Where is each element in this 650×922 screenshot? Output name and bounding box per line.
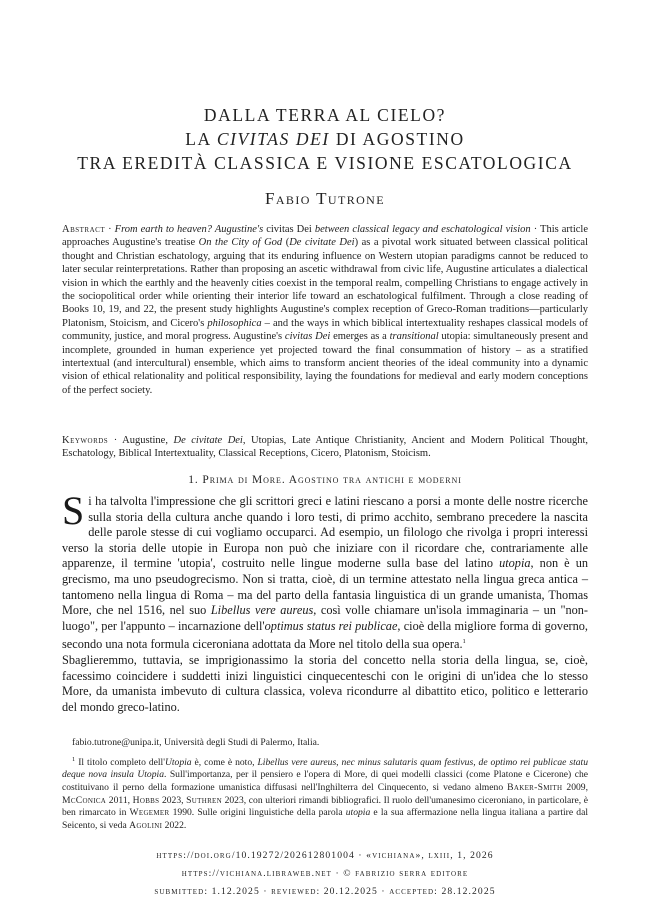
body-text-run: , così volle chiamare un'isola immaginaria – un "non-luogo", per l'appunto – incarnazione dell' (62, 603, 589, 633)
footnote-text: 2009, (562, 781, 588, 793)
keywords-italic: De civitate Dei (173, 435, 243, 446)
footnote-text: è, come è noto, (191, 756, 258, 768)
footnote-author: Wegemer (129, 807, 170, 819)
footnote-author: McConica (62, 794, 107, 806)
abstract-italic: De civitate Dei (289, 237, 355, 249)
author-name: Fabio Tutrone (265, 189, 385, 208)
footnote-ref-1[interactable]: 1 (462, 638, 466, 646)
footnote-text: 2023, (159, 794, 187, 806)
keywords-text: Augustine, (122, 435, 174, 446)
footnote-text: 2011, (106, 794, 133, 806)
keywords (62, 434, 588, 461)
abstract-text: – and the ways in which biblical intertextuality reshapes classical models of community, justice, and moral progress. Augustine's (62, 317, 589, 343)
body-italic: utopia (499, 556, 531, 571)
article-title (60, 103, 590, 209)
abstract-italic: philosophica (207, 317, 262, 329)
keywords-sep: · (108, 435, 123, 446)
title-line-2-prefix: LA (185, 129, 217, 149)
abstract-italic: transitional (389, 331, 439, 343)
abstract-label: Abstract (62, 224, 106, 235)
title-line-2-italic: CIVITAS DEI (216, 129, 330, 149)
abstract-text: ) as a pivotal work situated between classical political thought and Christian eschatology, arguing that its enduring influence on Western utopian paradigms cannot be reduced to later secular reinterpretations. Rather than proposing an ascetic withdrawal from civic life, Augustine articulates a dialectical vision in which the earthly and the heavenly cities coexist in the temporal realm, compelling Christians to engage actively in the sociopolitical order while orienting their interior life toward an eschatological fulfilment. Through a close reading of Books 10, 19, and 22, the present study highlights Augustine's complex reception of Greco-Roman traditions—particularly Platonism, Stoicism, and Cicero's (62, 237, 588, 329)
keywords-text: , Utopias, Late Antique Christianity, Ancient and Modern Political Thought, Eschatology, Biblical Intertextuality, Classical Receptions, Cicero, Platonism, Stoicism. (62, 435, 588, 460)
abstract-text: ( (282, 237, 290, 249)
footnote-author: Agolini (129, 819, 163, 831)
body-italic: optimus status rei publicae (264, 618, 398, 633)
abstract-italic: On the City of God (198, 237, 283, 249)
title-line-2-suffix: DI AGOSTINO (329, 129, 465, 149)
abstract (62, 223, 588, 397)
abstract-text: · This article approaches Augustine's treatise (62, 224, 588, 249)
body-text (62, 488, 589, 715)
footer-doi[interactable]: https://doi.org/10.19272/202612801004 · «vichiana», lxiii, 1, 2026 (156, 850, 494, 861)
page-footer (62, 847, 588, 901)
footnotes (62, 737, 588, 836)
body-paragraph-2: Sbaglieremmo, tuttavia, se imprigionassimo la storia del concetto nella storia della lingua, se, cioè, facessimo coincidere i suddetti inizi linguistici cinquecenteschi con le origini di un'idea che lo stesso More, da umanista imbevuto di cultura classica, voleva ricondurre al dibattito etico, politico e letterario del mondo greco-latino. (62, 653, 588, 714)
footnote-italic: Libellus vere aureus, nec minus salutaris quam festivus, de optimo rei publicae statu deque nova insula Utopia (62, 756, 589, 781)
body-text-run: , cioè della migliore forma di governo, secondo una nota formula ciceroniana adottata da More nel titolo della sua opera. (62, 618, 588, 652)
keywords-label: Keywords (62, 435, 109, 446)
abstract-italic: civitas Dei (284, 331, 331, 343)
abstract-title-part: From earth to heaven? Augustine's (114, 224, 267, 235)
footer-dates: submitted: 1.12.2025 · reviewed: 20.12.2025 · accepted: 28.12.2025 (154, 886, 496, 897)
drop-cap: S (62, 488, 85, 533)
abstract-title-roman: civitas Dei (266, 224, 312, 235)
footnote-text: 1990. Sulle origini linguistiche della parola (169, 807, 346, 819)
footnote-text: Il titolo completo dell' (75, 756, 165, 768)
title-line-3: TRA EREDITÀ CLASSICA E VISIONE ESCATOLOGICA (77, 153, 573, 173)
abstract-text: emerges as a (330, 331, 390, 343)
footnote-number: 1 (72, 755, 76, 763)
body-text-run: , non è un grecismo, ma uno pseudogrecismo. Non si tratta, cioè, di un termine attestato nella lingua greca antica – tantomeno nella lingua di Roma – ma del parto della fantasia linguistica di un grande umanista, Thomas More, che nel 1516, nel suo (62, 556, 588, 618)
affiliation-note: fabio.tutrone@unipa.it, Università degli Studi di Palermo, Italia. (72, 737, 320, 748)
body-italic: Libellus vere aureus (210, 603, 314, 618)
footer-website[interactable]: https://vichiana.libraweb.net · © fabrizio serra editore (181, 868, 469, 879)
body-text-run: i ha talvolta l'impressione che gli scrittori greci e latini riescano a porsi a monte delle nostre ricerche sulla storia della cultura anche quando i loro testi, di primo acchito, sembrano precedere la nascita delle parole stesse di cui vogliamo occuparci. Ad esempio, un filologo che rivolga i propri interessi verso la storia delle utopie in Europa non può che iniziare con il ricordare che, contrariamente alle apparenze, il termine 'utopia', costruito nelle lingue moderne sulla base del latino (62, 494, 588, 571)
body-paragraph-1 (62, 488, 589, 653)
footnote-author: Suthren (186, 794, 222, 806)
abstract-title-part: between classical legacy and eschatological vision (311, 224, 531, 235)
footnote-text: 2023, con ulteriori rimandi bibliografici. Il ruolo dell'umanesimo ciceroniano, in particolare, è ben rimarcato in (62, 794, 589, 819)
title-line-2 (60, 127, 590, 151)
footnote-text: . Sull'importanza, per il pensiero e l'opera di More, di quei modelli classici (come Platone e Cicerone) che costituivano il perno della formazione umanistica diffusasi nell'Inghilterra del Cinquecento, si vedano almeno (62, 769, 589, 793)
footnote-italic: utopia (345, 807, 371, 819)
title-line-1: DALLA TERRA AL CIELO? (203, 105, 447, 125)
abstract-text: utopia: simultaneously present and incomplete, grounded in human experience yet projected toward the final consummation of history – as a stratified intertextual (and intercultural) ensemble, which aims to transform ancient theories of the ideal community into a dynamic vision of ethical relationality and political responsibility, laying the foundations for medieval and early modern conceptions of the perfect society. (62, 331, 588, 396)
footnote-1 (62, 754, 588, 833)
footnote-author: Hobbs (132, 794, 160, 806)
footnote-text: e la sua affermazione nella lingua italiana a partire dal Seicento, si veda (62, 807, 589, 831)
section-heading: 1. Prima di More. Agostino tra antichi e moderni (188, 474, 462, 486)
abstract-sep: · (105, 224, 115, 235)
footnote-author: Baker-Smith (507, 781, 563, 793)
footnote-text: 2022. (162, 819, 187, 831)
footnote-italic: Utopia (164, 756, 192, 768)
